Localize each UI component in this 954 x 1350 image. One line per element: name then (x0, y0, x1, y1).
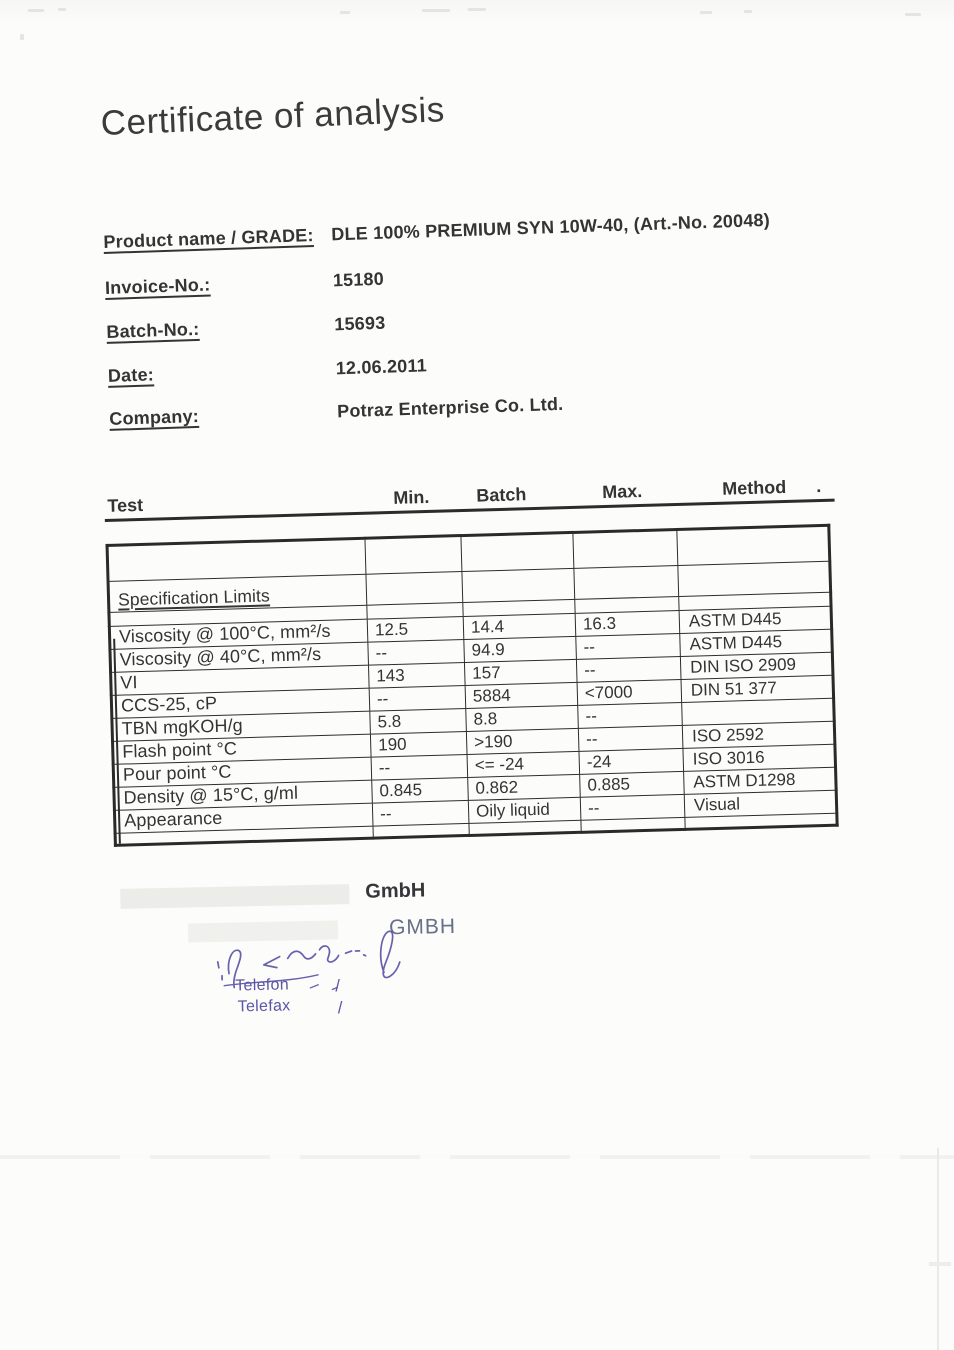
batch-cell: 8.8 (466, 705, 579, 731)
max-cell: 0.885 (580, 771, 685, 797)
max-cell: -- (580, 794, 685, 820)
product-label: Product name / GRADE: (103, 225, 314, 252)
header-batch: Batch (476, 484, 527, 506)
test-name-cell: CCS-25, cP (111, 688, 370, 718)
batch-row (106, 313, 386, 343)
table-column-headers (104, 470, 835, 522)
min-cell: 12.5 (367, 617, 464, 643)
header-method: Method (721, 476, 787, 499)
company-suffix-text: GmbH (365, 879, 426, 903)
min-cell: -- (372, 800, 469, 826)
test-name-cell: Density @ 15°C, g/ml (114, 780, 373, 810)
results-table (106, 524, 839, 847)
scan-speck (744, 10, 752, 13)
min-cell: -- (371, 754, 468, 780)
batch-cell: >190 (466, 728, 579, 754)
method-cell: ISO 2592 (682, 721, 835, 748)
test-name-cell: Viscosity @ 40°C, mm²/s (110, 642, 369, 672)
results-table-box (106, 524, 844, 847)
test-name-cell: Viscosity @ 100°C, mm²/s (109, 619, 368, 649)
spec-limits-label: Specification Limits (117, 585, 271, 610)
scan-speck (28, 9, 44, 12)
company-stamp-text: GMBH (388, 914, 457, 940)
max-cell: -- (578, 702, 683, 728)
method-cell: ASTM D1298 (684, 767, 837, 794)
max-cell: <7000 (577, 679, 682, 705)
max-cell: 16.3 (575, 610, 680, 636)
certificate-meta (103, 203, 843, 429)
test-name-cell: Pour point °C (113, 757, 372, 787)
max-cell: -- (578, 725, 683, 751)
test-name-cell: TBN mgKOH/g (112, 711, 371, 741)
header-min: Min. (393, 486, 430, 508)
date-value: 12.06.2011 (335, 355, 428, 379)
header-test: Test (107, 494, 144, 516)
batch-cell: 94.9 (464, 636, 577, 662)
batch-cell: 157 (464, 659, 577, 685)
signature-area (115, 870, 578, 1050)
scan-speck (422, 9, 450, 12)
max-cell: -- (576, 633, 681, 659)
batch-cell: 0.862 (468, 774, 581, 800)
product-value: DLE 100% PREMIUM SYN 10W-40, (Art.-No. 20048) (331, 209, 771, 245)
max-cell: -24 (579, 748, 684, 774)
date-label: Date: (107, 364, 155, 386)
scan-smudge (929, 1262, 951, 1266)
batch-value: 15693 (333, 312, 386, 335)
method-cell: Visual (684, 790, 837, 817)
min-cell: 190 (370, 731, 467, 757)
min-cell: 143 (368, 663, 465, 689)
scan-speck (468, 8, 486, 11)
test-name-cell: Appearance (114, 803, 373, 833)
batch-cell: 14.4 (463, 613, 576, 639)
method-cell: DIN ISO 2909 (680, 652, 833, 679)
scan-speck (20, 34, 24, 40)
scan-speck (700, 11, 712, 14)
test-name-cell: VI (111, 665, 370, 695)
scan-speck (905, 13, 921, 16)
max-cell: -- (576, 656, 681, 682)
phone-separator: / (335, 976, 341, 996)
min-cell: 0.845 (372, 777, 469, 803)
scan-streak-horizontal (0, 1155, 954, 1159)
method-cell: ASTM D445 (679, 606, 832, 633)
product-row (103, 210, 770, 253)
scan-speck (340, 11, 350, 14)
signature-scribble (211, 925, 443, 1008)
scan-speck (58, 8, 66, 11)
header-max: Max. (601, 480, 643, 503)
min-cell: -- (368, 640, 465, 666)
scan-streak-vertical (937, 1148, 939, 1350)
batch-cell: Oily liquid (468, 797, 581, 823)
date-row (108, 355, 428, 387)
fax-separator: / (337, 998, 343, 1018)
company-label: Company: (109, 405, 200, 429)
batch-label: Batch-No.: (106, 318, 200, 342)
batch-cell: <= -24 (467, 751, 580, 777)
company-value: Potraz Enterprise Co. Ltd. (336, 393, 564, 422)
header-trailing-dot: . (815, 475, 822, 497)
fax-label: Telefax (237, 997, 291, 1016)
min-cell: -- (369, 685, 466, 711)
min-cell: 5.8 (370, 708, 467, 734)
results-section (104, 470, 844, 847)
redaction-block (120, 884, 349, 909)
phone-label: Telefon (235, 976, 290, 995)
invoice-value: 15180 (332, 268, 385, 291)
page-title: Certificate of analysis (100, 90, 446, 143)
method-cell: ASTM D445 (680, 629, 833, 656)
method-cell: DIN 51 377 (681, 675, 834, 702)
batch-cell: 5884 (465, 682, 578, 708)
method-cell: ISO 3016 (683, 744, 836, 771)
test-name-cell: Flash point °C (113, 734, 372, 764)
invoice-row (105, 269, 385, 299)
invoice-label: Invoice-No.: (104, 274, 211, 298)
company-row (109, 394, 564, 430)
